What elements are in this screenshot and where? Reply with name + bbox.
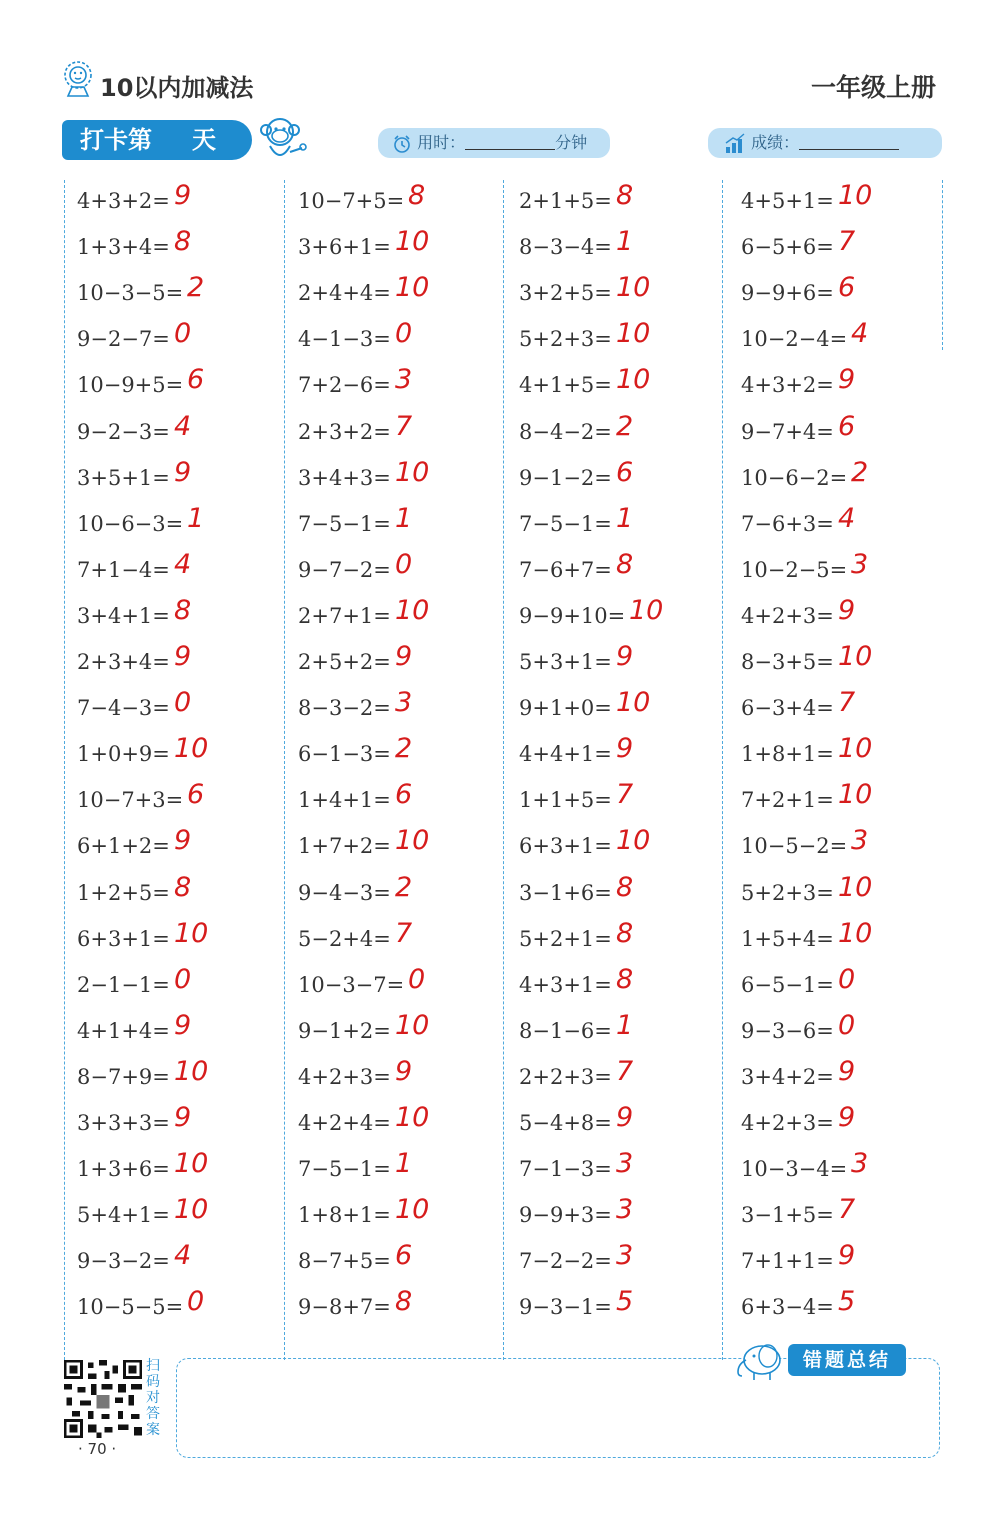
handwritten-answer: 4 [174,548,192,580]
problem-text: 4+3+1= [519,972,612,997]
handwritten-answer: 9 [174,641,192,672]
problem-text: 7−6+3= [741,511,834,536]
problem-text: 1+1+5= [519,788,612,813]
handwritten-answer: 10 [616,687,651,719]
problem-text: 10−2−4= [741,327,848,352]
handwritten-answer: 10 [174,1055,209,1087]
problem-text: 8−3−4= [519,235,612,260]
handwritten-answer: 0 [395,548,413,580]
problem-text: 2+3+4= [77,650,170,674]
column-divider [942,180,943,350]
problem-text: 7−6+7= [519,557,612,582]
handwritten-answer: 10 [174,917,209,949]
handwritten-answer: 2 [395,733,413,765]
problem-text: 3−1+6= [519,880,612,905]
handwritten-answer: 1 [395,502,413,534]
handwritten-answer: 9 [616,733,634,765]
problem-text: 10−3−7= [298,972,405,997]
handwritten-answer: 9 [174,456,192,488]
handwritten-answer: 10 [174,733,209,765]
qr-code-icon[interactable] [64,1360,142,1438]
handwritten-answer: 7 [395,410,413,442]
problem-text: 7+2+1= [741,788,834,813]
handwritten-answer: 0 [174,963,192,995]
handwritten-answer: 3 [616,1240,634,1272]
handwritten-answer: 10 [838,779,873,811]
handwritten-answer: 8 [616,180,634,211]
column-divider [722,180,723,1360]
handwritten-answer: 9 [174,825,192,857]
elephant-icon [732,1338,788,1382]
handwritten-answer: 10 [616,272,651,304]
handwritten-answer: 8 [174,226,192,258]
problem-text: 3+6+1= [298,235,391,260]
score-label: 成绩： [751,133,800,152]
banner-suffix: 天 [192,126,216,154]
handwritten-answer: 6 [838,272,856,304]
handwritten-answer: 9 [616,1102,634,1133]
problem-text: 9−4−3= [298,880,391,905]
column-divider [64,180,65,1360]
problem-text: 3+5+1= [77,465,170,490]
handwritten-answer: 8 [174,871,192,903]
problem-text: 7+1+1= [741,1249,834,1274]
problem-text: 2+1+5= [519,189,612,213]
handwritten-answer: 0 [838,1009,856,1041]
handwritten-answer: 0 [838,963,856,995]
handwritten-answer: 2 [187,272,205,304]
problem-text: 7−1−3= [519,1157,612,1182]
problem-text: 10−3−4= [741,1157,848,1182]
handwritten-answer: 6 [395,779,413,811]
handwritten-answer: 2 [395,871,413,903]
handwritten-answer: 9 [174,1102,192,1133]
handwritten-answer: 3 [851,1148,869,1180]
problem-text: 3+2+5= [519,281,612,306]
alarm-clock-icon [392,134,412,154]
handwritten-answer: 8 [174,594,192,626]
handwritten-answer: 9 [838,1240,856,1272]
handwritten-answer: 10 [395,226,430,258]
problem-text: 9−2−3= [77,419,170,444]
problem-text: 7−5−1= [298,1157,391,1182]
handwritten-answer: 9 [395,1055,413,1087]
problem-text: 1+2+5= [77,880,170,905]
problem-text: 5−4+8= [519,1111,612,1135]
score-field[interactable] [708,128,942,158]
problem-text: 8−1−6= [519,1018,612,1043]
problem-text: 2+5+2= [298,650,391,674]
problem-text: 6−3+4= [741,696,834,721]
handwritten-answer: 9 [838,364,856,396]
handwritten-answer: 4 [838,502,856,534]
handwritten-answer: 8 [616,917,634,949]
handwritten-answer: 7 [616,779,634,811]
problem-text: 10−3−5= [77,281,184,306]
problem-text: 8−7+5= [298,1249,391,1274]
handwritten-answer: 6 [187,364,205,396]
handwritten-answer: 10 [395,456,430,488]
handwritten-answer: 10 [174,1194,209,1226]
problem-text: 7+1−4= [77,557,170,582]
handwritten-answer: 6 [187,779,205,811]
handwritten-answer: 5 [616,1286,634,1318]
problem-text: 4+2+3= [298,1064,391,1089]
handwritten-answer: 10 [838,871,873,903]
grade-label: 一年级上册 [810,73,936,102]
handwritten-answer: 1 [616,502,634,534]
handwritten-answer: 1 [616,226,634,258]
handwritten-answer: 0 [395,318,413,350]
page-number: · 70 · [78,1440,117,1458]
problem-text: 1+8+1= [741,742,834,767]
problem-text: 5+2+3= [741,880,834,905]
problem-text: 2+7+1= [298,603,391,628]
time-label: 用时： [417,133,466,152]
handwritten-answer: 7 [395,917,413,949]
handwritten-answer: 7 [838,1194,856,1226]
problem-text: 3+3+3= [77,1111,170,1135]
handwritten-answer: 9 [838,1055,856,1087]
problem-text: 6+1+2= [77,834,170,859]
handwritten-answer: 10 [616,318,651,350]
handwritten-answer: 0 [187,1286,205,1318]
handwritten-answer: 10 [395,1102,430,1133]
handwritten-answer: 7 [616,1055,634,1087]
problem-text: 1+4+1= [298,788,391,813]
problem-text: 9−3−2= [77,1249,170,1274]
problem-text: 6+3+1= [519,834,612,859]
handwritten-answer: 9 [616,641,634,672]
problem-text: 9−9+6= [741,281,834,306]
problem-text: 5+4+1= [77,1203,170,1228]
handwritten-answer: 0 [408,963,426,995]
handwritten-answer: 3 [395,687,413,719]
problem-text: 8−7+9= [77,1064,170,1089]
checkin-banner [62,120,252,160]
problem-text: 4+5+1= [741,189,834,213]
monkey-mascot-icon [252,112,308,168]
problem-text: 6+3−4= [741,1295,834,1320]
problem-text: 9−3−1= [519,1295,612,1320]
problem-text: 9−1+2= [298,1018,391,1043]
problem-text: 5+3+1= [519,650,612,674]
problem-text: 4+2+4= [298,1111,391,1135]
handwritten-answer: 7 [838,226,856,258]
problem-text: 7+2−6= [298,373,391,398]
problem-text: 7−5−1= [519,511,612,536]
problem-text: 9−8+7= [298,1295,391,1320]
scan-for-answers-text: 扫码对答案 [146,1358,160,1438]
handwritten-answer: 2 [851,456,869,488]
problem-text: 1+3+4= [77,235,170,260]
handwritten-answer: 4 [174,410,192,442]
problem-text: 6+3+1= [77,926,170,951]
handwritten-answer: 10 [629,594,664,626]
problem-text: 6−5−1= [741,972,834,997]
problem-text: 9−9+3= [519,1203,612,1228]
problem-text: 3−1+5= [741,1203,834,1228]
handwritten-answer: 8 [395,1286,413,1318]
problem-text: 5+2+1= [519,926,612,951]
banner-prefix: 打卡第 [80,126,152,154]
problem-text: 10−9+5= [77,373,184,398]
handwritten-answer: 7 [838,687,856,719]
handwritten-answer: 3 [395,364,413,396]
handwritten-answer: 9 [838,1102,856,1133]
problem-text: 7−2−2= [519,1249,612,1274]
handwritten-answer: 6 [616,456,634,488]
handwritten-answer: 0 [174,318,192,350]
problem-text: 9−1−2= [519,465,612,490]
column-divider [503,180,504,1360]
handwritten-answer: 1 [395,1148,413,1180]
handwritten-answer: 8 [616,963,634,995]
handwritten-answer: 4 [851,318,869,350]
handwritten-answer: 8 [616,871,634,903]
time-unit: 分钟 [555,133,588,152]
problem-text: 9−9+10= [519,603,626,628]
handwritten-answer: 1 [187,502,205,534]
handwritten-answer: 10 [616,825,651,857]
handwritten-answer: 10 [838,917,873,949]
score-blank[interactable] [799,137,899,150]
handwritten-answer: 1 [616,1009,634,1041]
handwritten-answer: 5 [838,1286,856,1318]
problem-text: 3+4+2= [741,1064,834,1089]
problem-text: 4+2+3= [741,603,834,628]
handwritten-answer: 10 [395,272,430,304]
handwritten-answer: 10 [174,1148,209,1180]
problem-text: 2−1−1= [77,972,170,997]
problem-text: 1+3+6= [77,1157,170,1182]
problem-text: 6−1−3= [298,742,391,767]
problem-text: 2+3+2= [298,419,391,444]
handwritten-answer: 2 [616,410,634,442]
handwritten-answer: 9 [838,594,856,626]
problem-text: 10−5−2= [741,834,848,859]
handwritten-answer: 10 [838,733,873,765]
column-divider [284,180,285,1360]
problem-text: 10−6−3= [77,511,184,536]
handwritten-answer: 10 [395,1194,430,1226]
problem-text: 7−4−3= [77,696,170,721]
problem-text: 10−5−5= [77,1295,184,1320]
problem-text: 3+4+1= [77,603,170,628]
handwritten-answer: 6 [395,1240,413,1272]
problem-text: 4−1−3= [298,327,391,352]
problem-text: 8−3+5= [741,650,834,674]
problem-text: 4+2+3= [741,1111,834,1135]
time-field[interactable] [378,128,610,158]
problem-text: 9−7+4= [741,419,834,444]
mistake-summary-label: 错题总结 [788,1344,906,1376]
handwritten-answer: 3 [851,548,869,580]
handwritten-answer: 6 [838,410,856,442]
handwritten-answer: 3 [616,1148,634,1180]
problem-text: 9−2−7= [77,327,170,352]
problem-text: 2+2+3= [519,1064,612,1089]
handwritten-answer: 4 [174,1240,192,1272]
problem-text: 1+8+1= [298,1203,391,1228]
handwritten-answer: 8 [408,180,426,211]
handwritten-answer: 3 [616,1194,634,1226]
handwritten-answer: 8 [616,548,634,580]
problem-text: 10−7+3= [77,788,184,813]
problem-text: 4+3+2= [741,373,834,398]
problem-text: 2+4+4= [298,281,391,306]
problem-text: 10−6−2= [741,465,848,490]
time-blank[interactable] [465,137,555,150]
problem-text: 3+4+3= [298,465,391,490]
handwritten-answer: 10 [616,364,651,396]
problem-text: 7−5−1= [298,511,391,536]
problem-text: 9+1+0= [519,696,612,721]
handwritten-answer: 9 [174,1009,192,1041]
handwritten-answer: 9 [395,641,413,672]
handwritten-answer: 10 [838,641,873,672]
problem-text: 4+4+1= [519,742,612,767]
problem-text: 6−5+6= [741,235,834,260]
problem-text: 5+2+3= [519,327,612,352]
lion-logo-icon [62,60,94,98]
problem-text: 8−3−2= [298,696,391,721]
problem-text: 4+1+5= [519,373,612,398]
problem-text: 1+0+9= [77,742,170,767]
handwritten-answer: 10 [395,825,430,857]
problem-text: 4+1+4= [77,1018,170,1043]
handwritten-answer: 3 [851,825,869,857]
handwritten-answer: 10 [395,594,430,626]
bar-chart-icon [724,133,746,155]
problem-text: 1+5+4= [741,926,834,951]
problem-text: 9−7−2= [298,557,391,582]
handwritten-answer: 10 [395,1009,430,1041]
problem-text: 5−2+4= [298,926,391,951]
problem-text: 9−3−6= [741,1018,834,1043]
problem-text: 8−4−2= [519,419,612,444]
page-title: 10以内加减法 [100,74,254,102]
handwritten-answer: 0 [174,687,192,719]
problem-text: 4+3+2= [77,189,170,213]
problem-text: 10−7+5= [298,189,405,213]
problem-text: 10−2−5= [741,557,848,582]
handwritten-answer: 9 [174,180,192,211]
problem-text: 1+7+2= [298,834,391,859]
handwritten-answer: 10 [838,180,873,211]
